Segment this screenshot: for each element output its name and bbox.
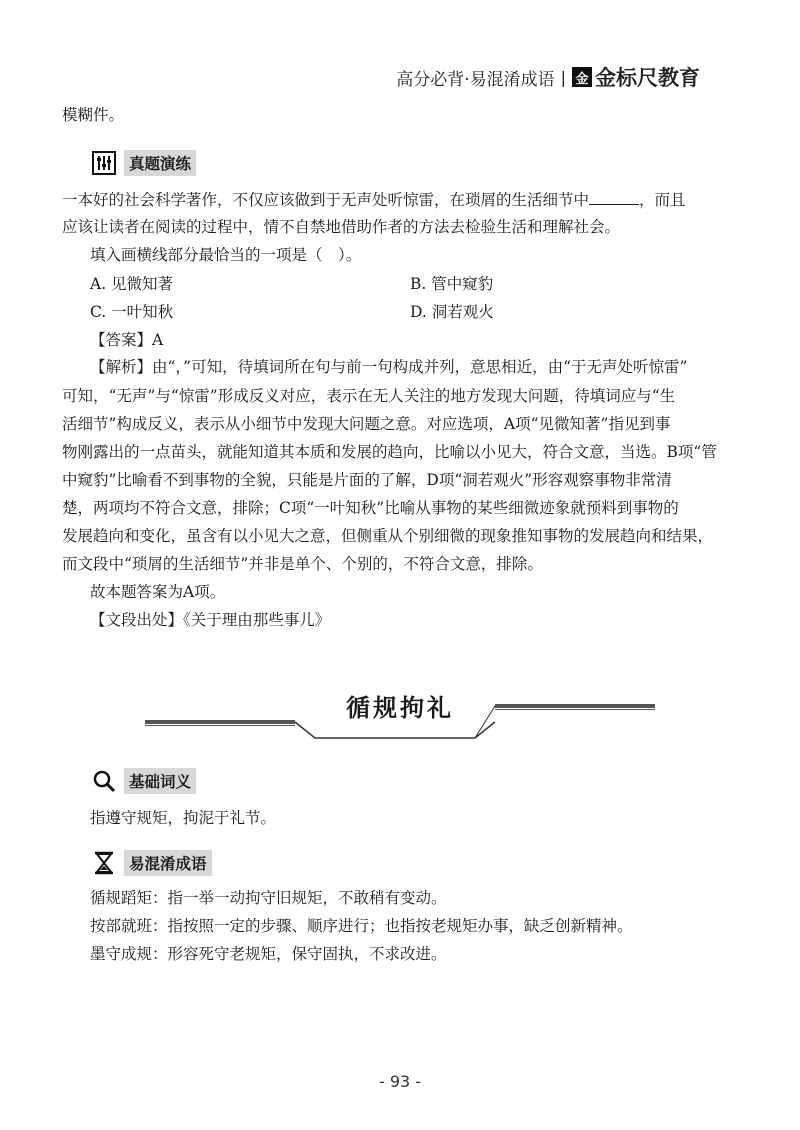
page-header bbox=[396, 62, 700, 92]
basic-meaning-text: 指遵守规矩，拘泥于礼节。 bbox=[90, 809, 277, 827]
brand-logo bbox=[572, 62, 700, 92]
analysis-line-3: 活细节”构成反义，表示从小细节中发现大问题之意。对应选项，A项“见微知著”指见到事 bbox=[62, 415, 671, 433]
sliders-icon bbox=[92, 151, 116, 175]
confuse-item-3: 墨守成规：形容死守老规矩，保守固执，不求改进。 bbox=[90, 945, 447, 963]
logo-text: 金标尺教育 bbox=[595, 66, 700, 90]
section-confuse-heading bbox=[92, 850, 212, 876]
confuse-item-2: 按部就班：指按照一定的步骤、顺序进行；也指按老规矩办事，缺乏创新精神。 bbox=[90, 917, 633, 935]
option-b: B. 管中窥豹 bbox=[410, 275, 494, 293]
source-line: 【文段出处】《关于理由那些事儿》 bbox=[90, 611, 331, 629]
section-basic-title: 基础词义 bbox=[124, 768, 196, 794]
analysis-line-8: 而文段中“琐屑的生活细节”并非是单个、个别的，不符合文意，排除。 bbox=[62, 555, 543, 573]
confuse-item-1: 循规蹈矩：指一举一动拘守旧规矩，不敢稍有变动。 bbox=[90, 889, 447, 907]
search-icon bbox=[92, 769, 116, 793]
analysis-line-2: 可知，“无声”与“惊雷”形成反义对应，表示在无人关注的地方发现大问题，待填词应与“生 bbox=[62, 387, 676, 405]
header-title: 高分必背·易混淆成语 bbox=[396, 69, 555, 90]
option-c: C. 一叶知秋 bbox=[90, 303, 174, 321]
header-separator: | bbox=[560, 67, 566, 87]
analysis-line-5: 中窥豹”比喻看不到事物的全貌，只能是片面的了解，D项“洞若观火”形容观察事物非常清 bbox=[62, 471, 672, 489]
analysis-line-7: 发展趋向和变化，虽含有以小见大之意，但侧重从个别细微的现象推知事物的发展趋向和结果， bbox=[62, 527, 714, 545]
analysis-line-6: 楚，两项均不符合文意，排除；C项“一叶知秋”比喻从事物的某些细微迹象就预料到事物的 bbox=[62, 499, 679, 517]
question-text-b: ，而且 bbox=[639, 191, 686, 209]
analysis-line-4: 物刚露出的一点苗头，就能知道其本质和发展的趋向，比喻以小见大，符合文意，当选。B项“管 bbox=[62, 443, 717, 461]
section-basic-heading bbox=[92, 768, 196, 794]
analysis-line-1: 【解析】由“，”可知，待填词所在句与前一句构成并列，意思相近，由“于无声处听惊雷” bbox=[90, 358, 688, 376]
page-number: - 93 - bbox=[378, 1072, 422, 1091]
section-exam-title: 真题演练 bbox=[124, 150, 196, 176]
answer-blank bbox=[589, 190, 639, 205]
answer-line: 【答案】A bbox=[90, 331, 164, 349]
continued-text: 模糊件。 bbox=[62, 106, 125, 124]
question-line-1 bbox=[62, 188, 686, 210]
section-confuse-title: 易混淆成语 bbox=[124, 850, 212, 876]
idiom-title: 循规拘礼 bbox=[346, 693, 454, 722]
section-exam-heading bbox=[92, 150, 196, 176]
option-a: A. 见微知著 bbox=[90, 275, 174, 293]
hourglass-icon bbox=[92, 851, 116, 875]
question-text-a: 一本好的社会科学著作，不仅应该做到于无声处听惊雷，在琐屑的生活细节中 bbox=[62, 191, 590, 209]
option-d: D. 洞若观火 bbox=[410, 303, 494, 321]
logo-mark-icon: 金 bbox=[572, 67, 592, 87]
question-line-2: 应该让读者在阅读的过程中，情不自禁地借助作者的方法去检验生活和理解社会。 bbox=[62, 218, 621, 236]
question-line-3: 填入画横线部分最恰当的一项是（ ）。 bbox=[90, 246, 362, 264]
conclusion-line: 故本题答案为A项。 bbox=[90, 583, 226, 601]
